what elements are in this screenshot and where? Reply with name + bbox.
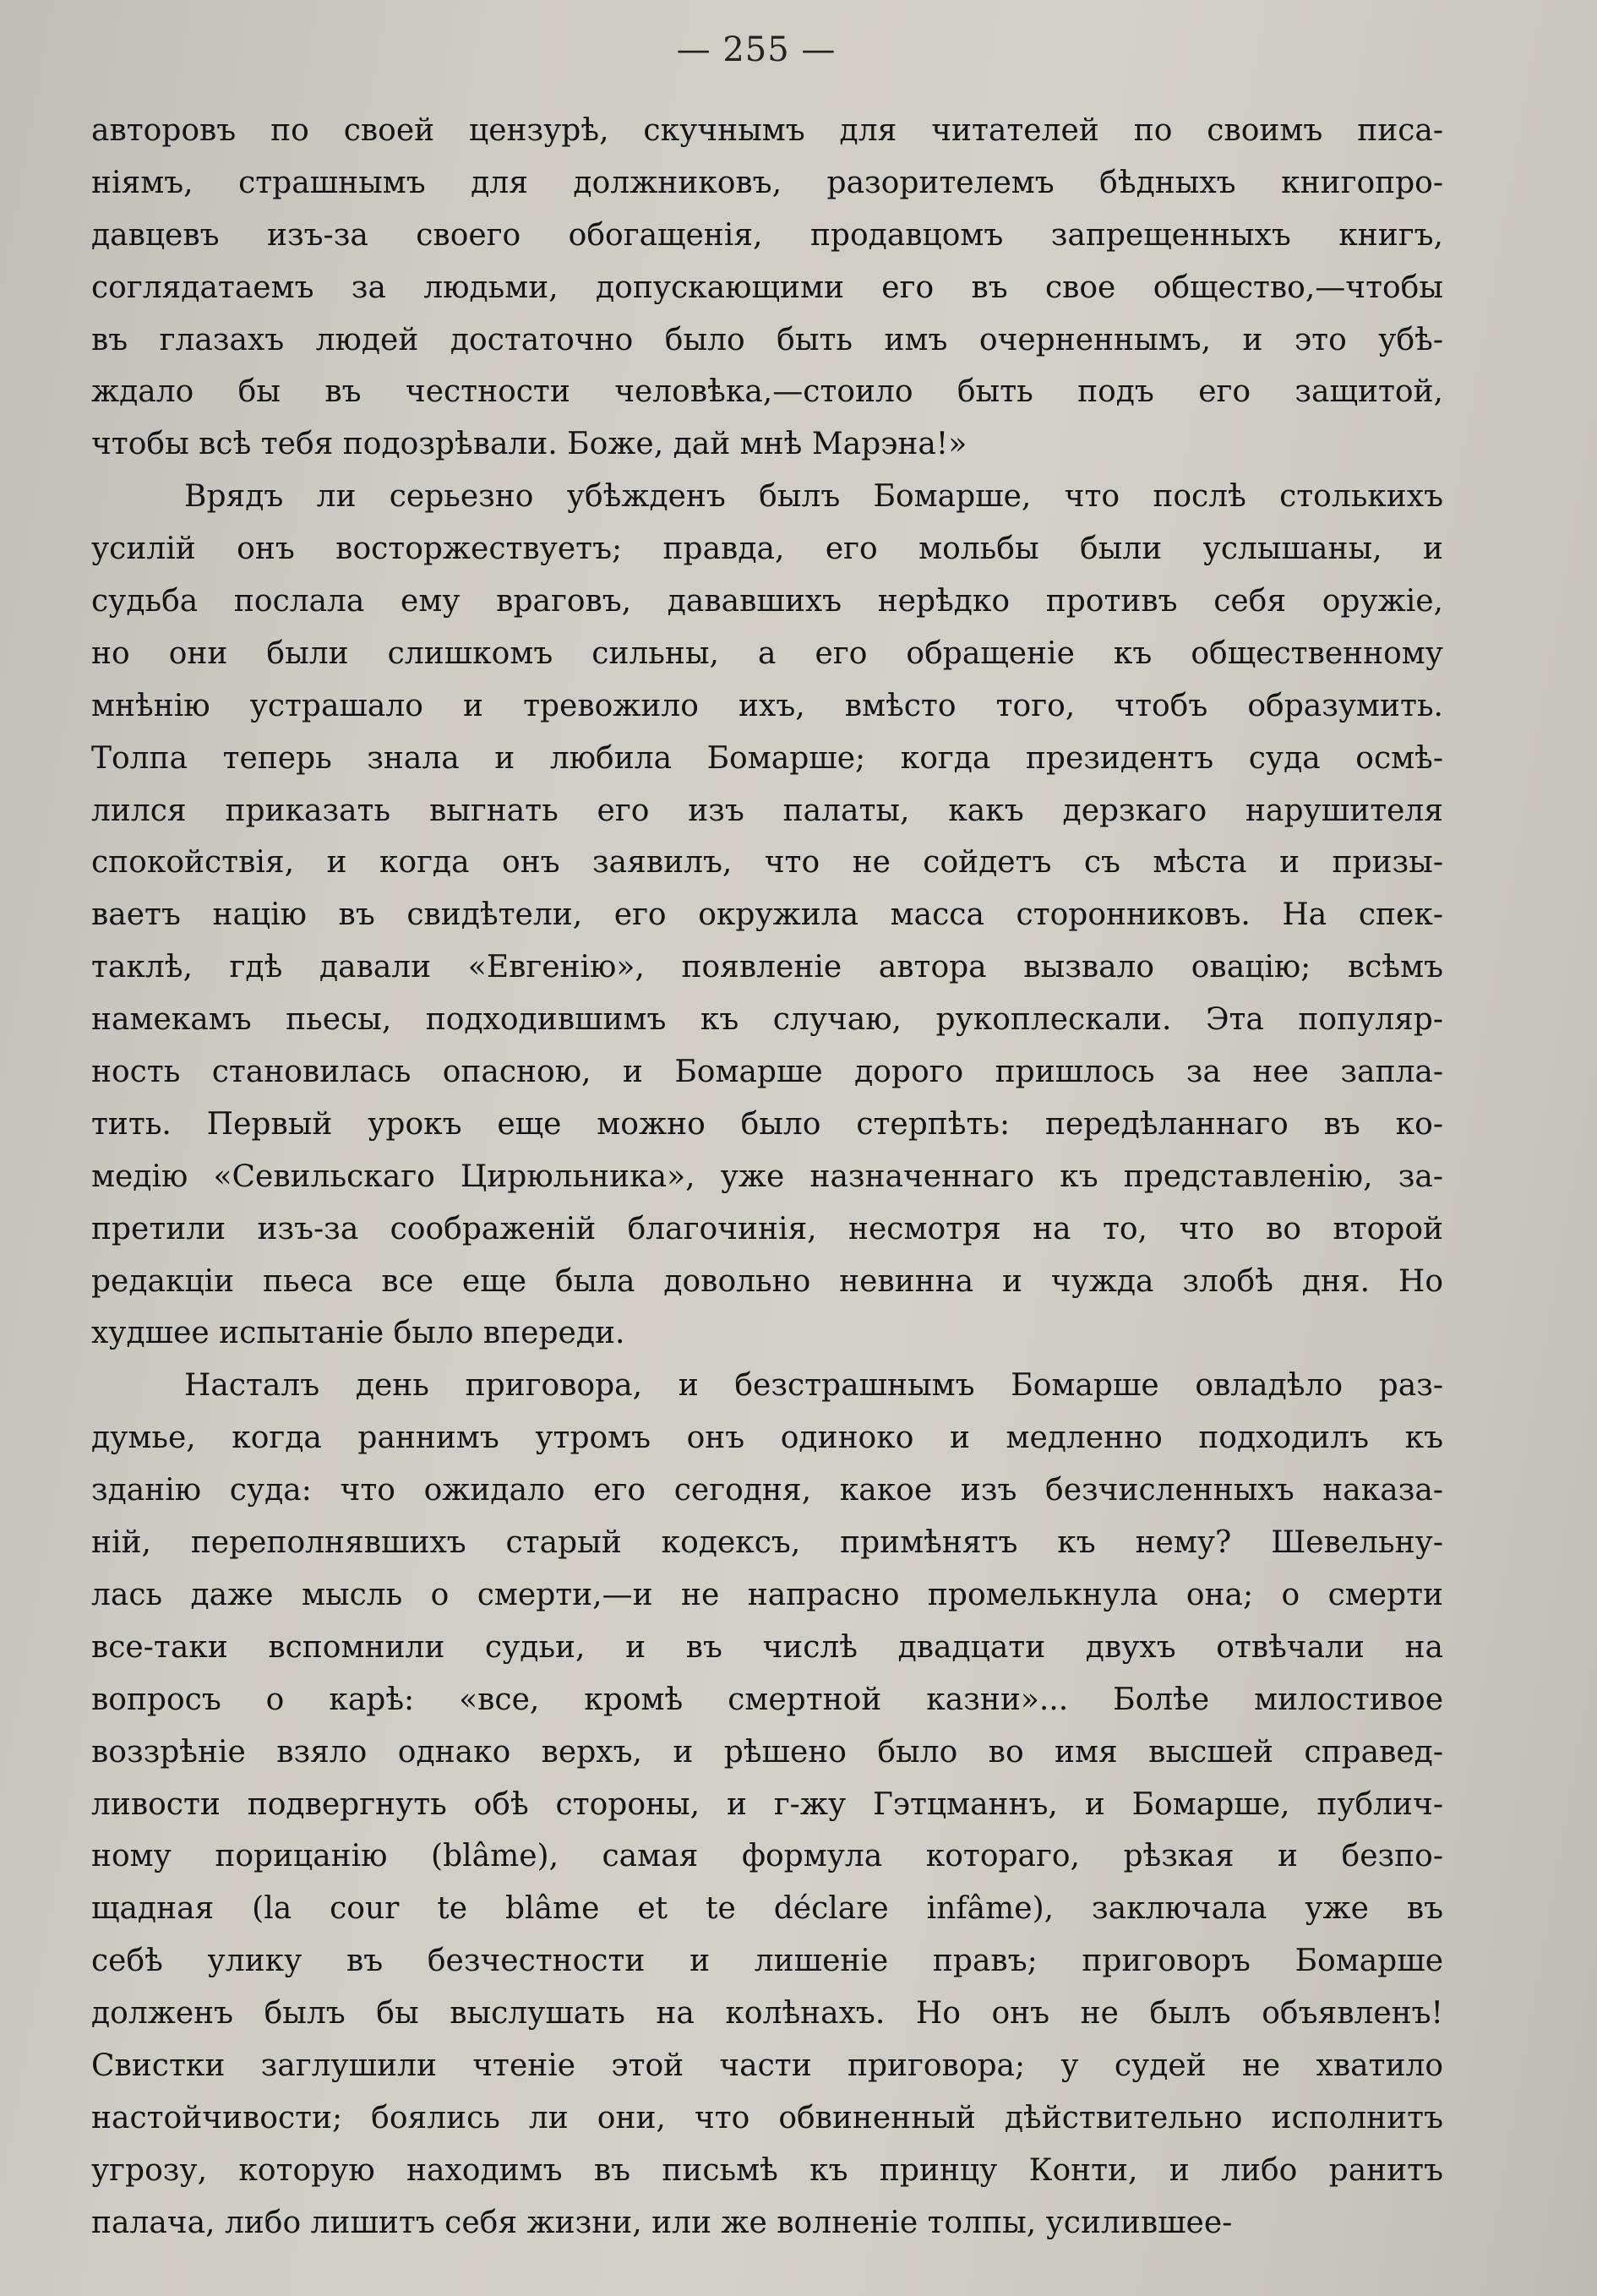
text-line: авторовъ по своей цензурѣ, скучнымъ для читателей по своимъ писа- [91,113,1443,148]
text-line: соглядатаемъ за людьми, допускающими его въ свое общество,—чтобы [91,270,1443,305]
text-line: Толпа теперь знала и любила Бомарше; когда президентъ суда осмѣ- [91,740,1443,776]
text-line: воззрѣніе взяло однако верхъ, и рѣшено было во имя высшей справед- [91,1734,1443,1770]
text-line: мнѣнію устрашало и тревожило ихъ, вмѣсто того, чтобъ образумить. [91,688,1443,723]
text-line: все-таки вспомнили судьи, и въ числѣ двадцати двухъ отвѣчали на [91,1629,1443,1665]
text-line: но они были слишкомъ сильны, а его обращеніе къ общественному [91,635,1443,671]
text-line: вопросъ о карѣ: «все, кромѣ смертной казни»... Болѣе милостивое [91,1682,1443,1717]
text-line: думье, когда раннимъ утромъ онъ одиноко и медленно подходилъ къ [91,1421,1443,1456]
text-line: медію «Севильскаго Цирюльника», уже назначеннаго къ представленію, за- [91,1159,1443,1194]
text-line: спокойствія, и когда онъ заявилъ, что не сойдетъ съ мѣста и призы- [91,845,1443,881]
text-line: усилій онъ восторжествуетъ; правда, его мольбы были услышаны, и [91,532,1443,567]
text-line: ніямъ, страшнымъ для должниковъ, разорителемъ бѣдныхъ книгопро- [91,165,1443,200]
paragraph [91,471,1443,1360]
text-line: чтобы всѣ тебя подозрѣвали. Боже, дай мнѣ Марэна!» [91,427,967,462]
text-line: ваетъ націю въ свидѣтели, его окружила масса сторонниковъ. На спек- [91,897,1443,933]
text-line: лился приказать выгнать его изъ палаты, какъ дерзкаго нарушителя [91,793,1443,828]
text-line: таклѣ, гдѣ давали «Евгенію», появленіе автора вызвало овацію; всѣмъ [91,950,1443,985]
text-line: ждало бы въ честности человѣка,—стоило быть подъ его защитой, [91,374,1443,410]
text-line: редакціи пьеса все еще была довольно невинна и чужда злобѣ дня. Но [91,1263,1443,1299]
text-line: лась даже мысль о смерти,—и не напрасно промелькнула она; о смерти [91,1577,1443,1612]
text-line: настойчивости; боялись ли они, что обвиненный дѣйствительно исполнитъ [91,2100,1443,2135]
text-line: намекамъ пьесы, подходившимъ къ случаю, рукоплескали. Эта популяр- [91,1002,1443,1038]
paragraph [91,105,1443,471]
text-line: претили изъ-за соображеній благочинія, несмотря на то, что во второй [91,1211,1443,1246]
paragraph [91,1360,1443,2249]
page-number: — 255 — [676,30,837,69]
text-line: щадная (la cour te blâme et te déclare infâme), заключала уже въ [91,1891,1443,1927]
body-text [91,105,1443,2250]
text-line: зданію суда: что ожидало его сегодня, какое изъ безчисленныхъ наказа- [91,1473,1443,1508]
text-line: тить. Первый урокъ еще можно было стерпѣть: передѣланнаго въ ко- [91,1106,1443,1142]
text-line: давцевъ изъ-за своего обогащенія, продавцомъ запрещенныхъ книгъ, [91,217,1443,253]
text-line: ній, переполнявшихъ старый кодексъ, примѣнятъ къ нему? Шевельну- [91,1525,1443,1561]
text-line: въ глазахъ людей достаточно было быть имъ очерненнымъ, и это убѣ- [91,322,1443,357]
text-line: судьба послала ему враговъ, дававшихъ нерѣдко противъ себя оружіе, [91,584,1443,619]
text-line: Врядъ ли серьезно убѣжденъ былъ Бомарше, что послѣ столькихъ [184,479,1443,515]
text-line: худшее испытаніе было впереди. [91,1316,625,1351]
text-line: себѣ улику въ безчестности и лишеніе правъ; приговоръ Бомарше [91,1944,1443,1979]
text-line: Насталъ день приговора, и безстрашнымъ Бомарше овладѣло раз- [184,1368,1443,1404]
text-line: ливости подвергнуть обѣ стороны, и г-жу Гэтцманнъ, и Бомарше, публич- [91,1786,1443,1822]
text-line: ность становилась опасною, и Бомарше дорого пришлось за нее запла- [91,1055,1443,1090]
text-line: палача, либо лишитъ себя жизни, или же волненіе толпы, усилившее- [91,2205,1233,2240]
text-line: долженъ былъ бы выслушать на колѣнахъ. Но онъ не былъ объявленъ! [91,1996,1443,2031]
text-line: Свистки заглушили чтеніе этой части приговора; у судей не хватило [91,2048,1443,2083]
text-line: ному порицанію (blâme), самая формула котораго, рѣзкая и безпо- [91,1839,1443,1874]
text-line: угрозу, которую находимъ въ письмѣ къ принцу Конти, и либо ранитъ [91,2152,1443,2188]
